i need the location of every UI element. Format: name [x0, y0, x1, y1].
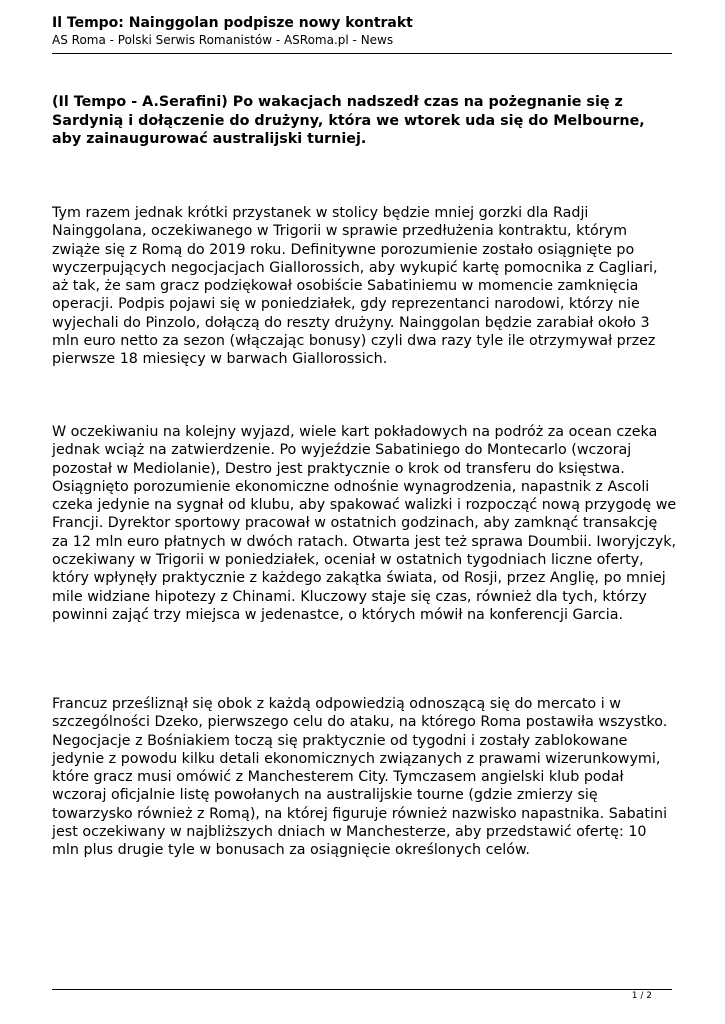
document-title: Il Tempo: Nainggolan podpisze nowy kontrakt [52, 15, 413, 31]
article-paragraph: Tym razem jednak krótki przystanek w stolicy będzie mniej gorzki dla Radji Nainggolana, oczekiwanego w Trigorii w sprawie przedłużenia kontraktu, którym zwiąże się z Romą do 2019 roku. Definitywne porozumienie zostało osiągnięte po wyczerpujących negocjacjach Giallorossich, aby wykupić kartę pomocnika z Cagliari, aż tak, że sam gracz podziękował osobiście Sabatiniemu w momencie zamknięcia operacji. Podpis pojawi się w poniedziałek, gdy reprezentanci narodowi, którzy nie wyjechali do Pinzolo, dołączą do reszty drużyny. Nainggolan będzie zarabiał około 3 mln euro netto za sezon (włączając bonusy) czyli dwa razy tyle ile otrzymywał przez pierwsze 18 miesięcy w barwach Giallorossich. [52, 205, 658, 368]
page-number: 1 / 2 [631, 991, 652, 1001]
article-paragraph: Francuz prześliznął się obok z każdą odpowiedzią odnoszącą się do mercato i w szczególności Dzeko, pierwszego celu do ataku, na którego Roma postawiła wszystko. Negocjacje z Bośniakiem toczą się praktycznie od tygodni i zostały zablokowane jedynie z powodu kilku detali ekonomicznych związanych z prawami wizerunkowymi, które gracz musi omówić z Manchesterem City. Tymczasem angielski klub podał wczoraj oficjalnie listę powołanych na australijskie tourne (gdzie zmierzy się towarzysko również z Romą), na której figuruje również nazwisko napastnika. Sabatini jest oczekiwany w najbliższych dniach w Manchesterze, aby przedstawić ofertę: 10 mln plus drugie tyle w bonusach za osiągnięcie określonych celów. [52, 696, 668, 859]
document-source: AS Roma - Polski Serwis Romanistów - ASRoma.pl - News [52, 33, 394, 47]
footer-divider [52, 989, 672, 990]
header-divider [52, 53, 672, 54]
article-lead: (Il Tempo - A.Serafini) Po wakacjach nadszedł czas na pożegnanie się z Sardynią i dołączenie do drużyny, która we wtorek uda się do Melbourne, aby zainaugurować australijski turniej. [52, 94, 645, 147]
article-paragraph: W oczekiwaniu na kolejny wyjazd, wiele kart pokładowych na podróż za ocean czeka jednak wciąż na zatwierdzenie. Po wyjeździe Sabatiniego do Montecarlo (wczoraj pozostał w Mediolanie), Destro jest praktycznie o krok od transferu do księstwa. Osiągnięto porozumienie ekonomiczne odnośnie wynagrodzenia, napastnik z Ascoli czeka jedynie na sygnał od klubu, aby spakować walizki i rozpocząć nową przygodę we Francji. Dyrektor sportowy pracował w ostatnich godzinach, aby zamknąć transakcję za 12 mln euro płatnych w dwóch ratach. Otwarta jest też sprawa Doumbii. Iworyjczyk, oczekiwany w Trigorii w poniedziałek, oceniał w ostatnich tygodniach liczne oferty, który wpłynęły praktycznie z każdego zakątka świata, od Rosji, przez Anglię, po mniej mile widziane hipotezy z Chinami. Kluczowy staje się czas, również dla tych, którzy powinni zająć trzy miejsca w jedenastce, o których mówił na konferencji Garcia. [52, 424, 677, 623]
document-header [52, 14, 672, 48]
